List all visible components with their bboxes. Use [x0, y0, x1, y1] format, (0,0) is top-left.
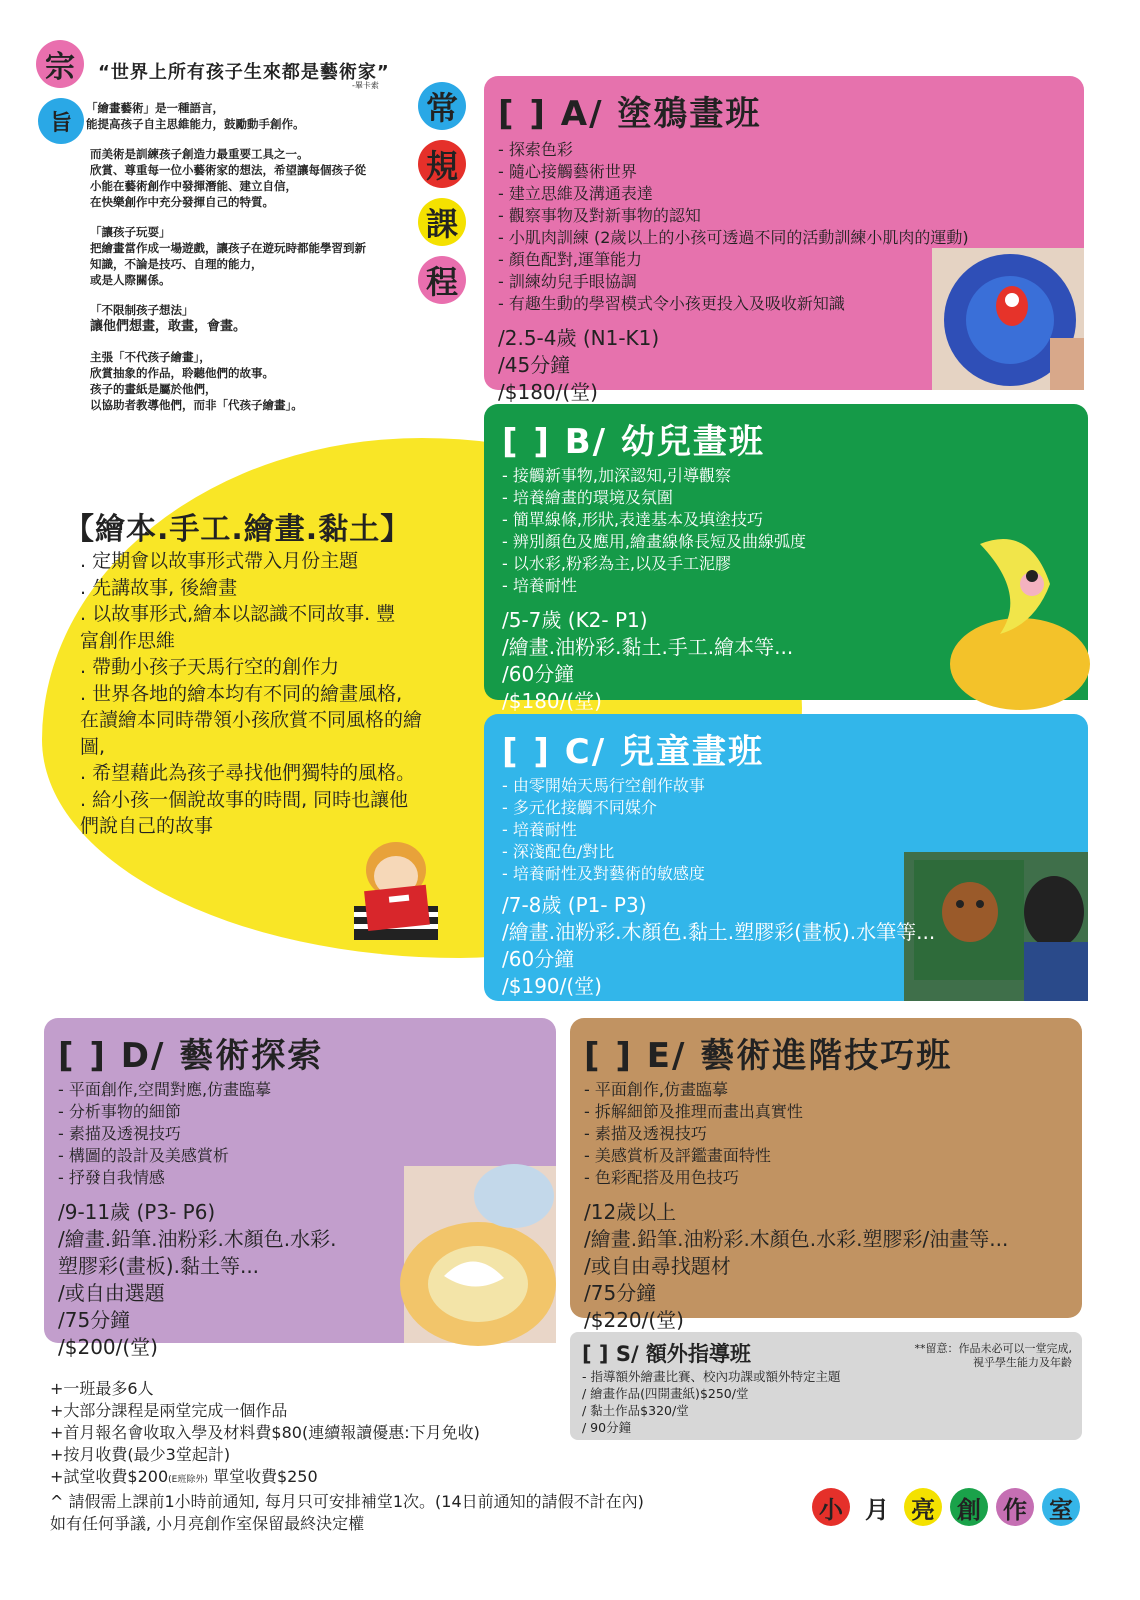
course-feature: - 建立思維及溝通表達 [498, 183, 969, 205]
course-feature: - 拆解細節及推理而畫出真實性 [584, 1101, 1008, 1123]
note-line: 如有任何爭議, 小月亮創作室保留最終決定權 [50, 1514, 365, 1533]
course-feature: - 平面創作,仿畫臨摹 [584, 1079, 1008, 1101]
regular-title-char: 規 [418, 140, 466, 188]
course-feature: - 探索色彩 [498, 139, 969, 161]
course-duration: / 90分鐘 [582, 1420, 632, 1435]
story-item: . 世界各地的繪本均有不同的繪畫風格, [80, 682, 403, 705]
course-feature: - 美感賞析及評鑑畫面特性 [584, 1145, 1008, 1167]
course-media: /繪畫.油粉彩.木顏色.黏土.塑膠彩(畫板).水筆等... [502, 920, 936, 944]
course-title: [ ] D/ 藝術探索 [58, 1036, 324, 1076]
course-feature: - 平面創作,空間對應,仿畫臨摹 [58, 1079, 337, 1101]
note-line-trial [50, 1466, 750, 1491]
mission-paragraph [90, 349, 420, 413]
course-media: /繪畫.鉛筆.油粉彩.木顏色.水彩.塑膠彩/油畫等... [584, 1227, 1009, 1251]
course-feature: - 培養繪畫的環境及氛圍 [502, 487, 806, 509]
course-card-b [484, 404, 1088, 713]
course-feature: - 色彩配搭及用色技巧 [584, 1167, 1008, 1189]
course-price: /$190/(堂) [502, 974, 602, 998]
mission-quote: “世界上所有孩子生來都是藝術家” [98, 62, 390, 83]
course-duration: /45分鐘 [498, 353, 571, 377]
story-item: . 帶動小孩子天馬行空的創作力 [80, 656, 340, 678]
course-feature-list [58, 1079, 337, 1189]
story-item: . 定期會以故事形式帶入月份主題 [80, 550, 359, 572]
course-topic: /或自由尋找題材 [584, 1254, 731, 1278]
course-age: /7-8歲 (P1- P3) [502, 893, 647, 917]
brand-char: 小 [812, 1488, 850, 1526]
mission-title-char-2: 旨 [38, 98, 84, 144]
story-title: 【繪本.手工.繪畫.黏土】 [64, 512, 412, 547]
brand-char: 作 [996, 1488, 1034, 1526]
brand-char: 月 [858, 1488, 896, 1526]
course-feature: - 構圖的設計及美感賞析 [58, 1145, 337, 1167]
painting-photo-a [932, 248, 1084, 390]
course-feature: - 抒發自我情感 [58, 1167, 337, 1189]
story-item: 在讀繪本同時帶領小孩欣賞不同風格的繪 [80, 709, 423, 731]
course-title: [ ] B/ 幼兒畫班 [502, 422, 765, 462]
story-list [80, 548, 480, 840]
course-card-a [484, 76, 1084, 404]
course-age: /9-11歲 (P3- P6) [58, 1200, 216, 1224]
course-note [888, 1342, 1072, 1370]
course-note-line: **留意：作品未必可以一堂完成, [914, 1342, 1072, 1355]
single-class-fee: 單堂收費$250 [207, 1467, 318, 1486]
regular-course-title [418, 82, 470, 314]
course-price: /$180/(堂) [498, 380, 598, 404]
course-feature-list [498, 139, 969, 315]
course-topic: /或自由選題 [58, 1281, 165, 1305]
regular-title-char: 課 [418, 198, 466, 246]
brand-char: 創 [950, 1488, 988, 1526]
course-feature: - 培養耐性 [502, 819, 764, 841]
mission-paragraph [86, 100, 420, 132]
course-age: /2.5-4歲 (N1-K1) [498, 326, 660, 350]
child-drawing-photo [404, 1166, 556, 1343]
course-photo-d [404, 1166, 556, 1343]
note-line: +大部分課程是兩堂完成一個作品 [50, 1401, 288, 1420]
mission-line: 或是人際關係。 [90, 273, 171, 287]
course-feature: - 小肌肉訓練 (2歲以上的小孩可透過不同的活動訓練小肌肉的運動) [498, 227, 969, 249]
course-photo-b [940, 514, 1088, 700]
course-meta [498, 325, 969, 406]
mission-line: 欣賞、尊重每一位小藝術家的想法，希望讓每個孩子從 [90, 163, 366, 177]
mission-paragraph [90, 224, 420, 288]
course-card-c [484, 714, 1088, 1001]
course-meta [58, 1199, 337, 1361]
course-feature: - 由零開始天馬行空創作故事 [502, 775, 764, 797]
trial-fee: +試堂收費$200 [50, 1467, 169, 1486]
course-media: /繪畫.鉛筆.油粉彩.木顏色.水彩. [58, 1227, 337, 1251]
course-photo-a [932, 248, 1084, 390]
course-note-line: 視乎學生能力及年齡 [973, 1356, 1072, 1369]
course-title: [ ] A/ 塗鴉畫班 [498, 94, 762, 134]
story-item: . 希望藉此為孩子尋找他們獨特的風格。 [80, 762, 416, 784]
course-duration: /75分鐘 [584, 1281, 657, 1305]
mission-line: 「不限制孩子想法」 [90, 303, 194, 317]
course-feature: - 隨心接觸藝術世界 [498, 161, 969, 183]
note-line: ^ 請假需上課前1小時前通知, 每月只可安排補堂1次。(14日前通知的請假不計在內) [50, 1492, 644, 1511]
story-item: . 以故事形式,繪本以認識不同故事. 豐 [80, 603, 396, 625]
regular-title-char: 程 [418, 256, 466, 304]
course-feature: - 訓練幼兒手眼協調 [498, 271, 969, 293]
course-price: / 黏土作品$320/堂 [582, 1403, 689, 1418]
course-feature: - 分析事物的細節 [58, 1101, 337, 1123]
course-price: /$200/(堂) [58, 1335, 158, 1359]
course-feature-list [584, 1079, 1008, 1189]
course-price: /$180/(堂) [502, 689, 602, 713]
mission-line: 「讓孩子玩耍」 [90, 225, 171, 239]
mission-line: 小能在藝術創作中發揮潛能、建立自信， [90, 179, 297, 193]
course-feature: - 培養耐性及對藝術的敏感度 [502, 863, 764, 885]
course-feature: - 接觸新事物,加深認知,引導觀察 [502, 465, 806, 487]
mission-quote-author: -畢卡索 [352, 81, 379, 90]
reading-girl-illustration [336, 836, 456, 940]
course-feature: - 簡單線條,形狀,表達基本及填塗技巧 [502, 509, 806, 531]
course-price: / 繪畫作品(四開畫紙)$250/堂 [582, 1386, 749, 1401]
course-feature-list [502, 775, 764, 885]
note-line: +一班最多6人 [50, 1379, 154, 1398]
mission-line: 讓他們想畫，敢畫，會畫。 [90, 319, 247, 334]
mission-line: 以協助者教導他們，而非「代孩子繪畫」。 [90, 398, 303, 412]
note-line: +首月報名會收取入學及材料費$80(連續報讀優惠:下月免收) [50, 1423, 480, 1442]
mission-line: 把繪畫當作成一場遊戲，讓孩子在遊玩時都能學習到新 [90, 241, 366, 255]
story-item: 富創作思維 [80, 629, 176, 652]
mission-line: 而美術是訓練孩子創造力最重要工具之一。 [90, 147, 309, 161]
course-title: [ ] C/ 兒童畫班 [502, 732, 764, 772]
course-feature: - 顏色配對,運筆能力 [498, 249, 969, 271]
course-title: [ ] E/ 藝術進階技巧班 [584, 1036, 953, 1076]
course-title: [ ] S/ 額外指導班 [582, 1342, 751, 1366]
course-age: /12歲以上 [584, 1200, 677, 1224]
mission-line: 主張「不代孩子繪畫」， [90, 350, 211, 364]
course-feature: - 以水彩,粉彩為主,以及手工泥膠 [502, 553, 806, 575]
mission-title-char-1: 宗 [36, 40, 84, 88]
course-feature: - 指導額外繪畫比賽、校內功課或額外特定主題 [582, 1369, 841, 1384]
course-media: /繪畫.油粉彩.黏土.手工.繪本等... [502, 635, 794, 659]
mission-paragraph [90, 302, 420, 335]
course-meta [584, 1199, 1008, 1334]
course-feature: - 深淺配色/對比 [502, 841, 764, 863]
course-feature-list [502, 465, 806, 597]
mission-line: 孩子的畫紙是屬於他們， [90, 382, 217, 396]
course-feature: - 素描及透視技巧 [584, 1123, 1008, 1145]
course-duration: /60分鐘 [502, 662, 575, 686]
course-feature: - 觀察事物及對新事物的認知 [498, 205, 969, 227]
child-with-moon-craft-photo [940, 514, 1088, 700]
story-item: . 先講故事, 後繪畫 [80, 576, 238, 599]
course-card-d [44, 1018, 556, 1359]
trial-exception: (E班除外) [168, 1475, 208, 1485]
studio-brand [812, 1488, 1080, 1526]
course-feature: - 培養耐性 [502, 575, 806, 597]
course-meta [502, 607, 806, 715]
mission-paragraph [90, 146, 420, 210]
course-feature: - 多元化接觸不同媒介 [502, 797, 764, 819]
mission-line: 「繪畫藝術」是一種語言， [86, 101, 224, 115]
story-item: 們說自己的故事 [80, 815, 214, 837]
brand-char: 室 [1042, 1488, 1080, 1526]
story-item: 圖, [80, 735, 106, 758]
note-line: +按月收費(最少3堂起計) [50, 1445, 231, 1464]
course-media: 塑膠彩(畫板).黏土等... [58, 1254, 260, 1278]
regular-title-char: 常 [418, 82, 466, 130]
course-price: /$220/(堂) [584, 1308, 684, 1332]
course-meta [502, 892, 1087, 1000]
course-duration: /60分鐘 [502, 947, 575, 971]
mission-line: 欣賞抽象的作品，聆聽他們的故事。 [90, 366, 274, 380]
brand-char: 亮 [904, 1488, 942, 1526]
mission-line: 知識，不論是技巧、自理的能力， [90, 257, 263, 271]
course-feature: - 素描及透視技巧 [58, 1123, 337, 1145]
course-feature: - 辨別顏色及應用,繪畫線條長短及曲線弧度 [502, 531, 806, 553]
course-card-e [570, 1018, 1082, 1332]
notes [50, 1378, 750, 1535]
mission-line: 在快樂創作中充分發揮自己的特質。 [90, 195, 274, 209]
course-duration: /75分鐘 [58, 1308, 131, 1332]
mission-line: 能提高孩子自主思維能力，鼓勵動手創作。 [86, 117, 305, 131]
mission-text [86, 100, 420, 427]
course-age: /5-7歲 (K2- P1) [502, 608, 648, 632]
story-item: . 給小孩一個說故事的時間, 同時也讓他 [80, 788, 409, 811]
course-feature: - 有趣生動的學習模式令小孩更投入及吸收新知識 [498, 293, 969, 315]
